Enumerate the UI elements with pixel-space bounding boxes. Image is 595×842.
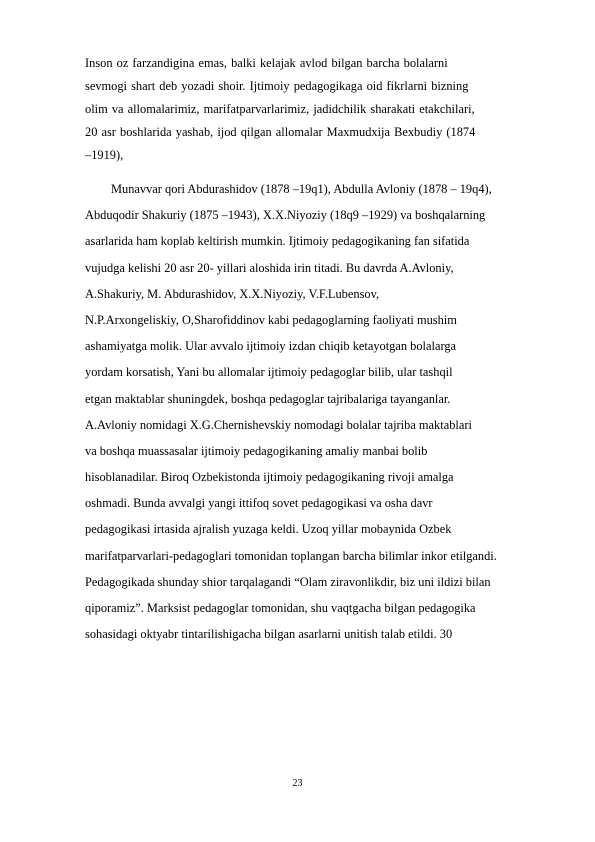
text-line: oshmadi. Bunda avvalgi yangi ittifoq sovet pedagogikasi va osha davr (85, 496, 433, 511)
text-line: A.Avloniy nomidagi X.G.Chernishevskiy nomodagi bolalar tajriba maktablari (85, 417, 472, 432)
text-line: sohasidagi oktyabr tintarilishigacha bilgan asarlarni unitish talab etildi. 30 (85, 627, 453, 642)
text-line: sevmogi shart deb yozadi shoir. Ijtimoiy pedagogikaga oid fikrlarni bizning (85, 79, 469, 93)
text-line: Munavvar qori Abdurashidov (1878 –19q1), Abdulla Avloniy (1878 – 19q4), (111, 182, 492, 196)
text-line: Abduqodir Shakuriy (1875 –1943), X.X.Niyoziy (18q9 –1929) va boshqalarning (85, 208, 486, 223)
text-line: etgan maktablar shuningdek, boshqa pedagoglar tajribalariga tayanganlar. (85, 391, 451, 406)
paragraph-1 (85, 52, 553, 167)
text-line: ashamiyatga molik. Ular avvalo ijtimoiy izdan chiqib ketayotgan bolalarga (85, 339, 457, 354)
text-line: qiporamiz”. Marksist pedagoglar tomonidan, shu vaqtgacha bilgan pedagogika (85, 601, 476, 615)
text-line: yordam korsatish, Yani bu allomalar ijtimoiy pedagoglar bilib, ular tashqil (85, 365, 453, 380)
text-line: –1919), (85, 148, 124, 162)
text-line: marifatparvarlari-pedagoglari tomonidan toplangan barcha bilimlar inkor etilgandi. (85, 548, 497, 563)
text-line: va boshqa muassasalar ijtimoiy pedagogikaning amaliy manbai bolib (85, 443, 428, 458)
text-line: Inson oz farzandigina emas, balki kelajak avlod bilgan barcha bolalarni (85, 56, 448, 70)
text-line: Pedagogikada shunday shior tarqalagandi “Olam ziravonlikdir, biz uni ildizi bilan (85, 574, 491, 589)
text-line: olim va allomalarimiz, marifatparvarlarimiz, jadidchilik sharakati etakchilari, (85, 102, 475, 116)
text-line: hisoblanadilar. Biroq Ozbekistonda ijtimoiy pedagogikaning rivoji amalga (85, 470, 454, 485)
text-line: vujudga kelishi 20 asr 20- yillari aloshida irin titadi. Bu davrda A.Avloniy, (85, 260, 454, 275)
text-line: A.Shakuriy, M. Abdurashidov, X.X.Niyoziy, V.F.Lubensov, (85, 286, 380, 301)
text-line: pedagogikasi irtasida ajralish yuzaga keldi. Uzoq yillar mobaynida Ozbek (85, 522, 452, 537)
text-line: N.P.Arxongeliskiy, O,Sharofiddinov kabi pedagoglarning faoliyati mushim (85, 312, 457, 327)
text-line: asarlarida ham koplab keltirish mumkin. Ijtimoiy pedagogikaning fan sifatida (85, 234, 470, 249)
text-line: 20 asr boshlarida yashab, ijod qilgan allomalar Maxmudxija Bexbudiy (1874 (85, 125, 476, 139)
paragraph-2 (85, 176, 553, 647)
page-number: 23 (292, 778, 303, 789)
